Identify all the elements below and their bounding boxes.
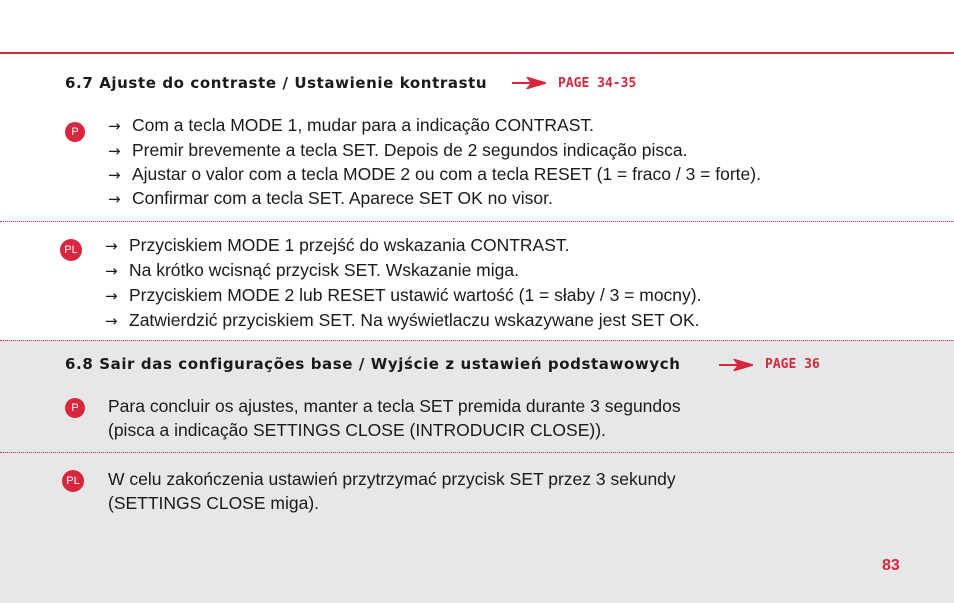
arrow-bullet-icon: → xyxy=(108,142,121,160)
arrow-bullet-icon: → xyxy=(105,312,118,330)
arrow-bullet-icon: → xyxy=(108,190,121,208)
page-ref-34-35: PAGE 34-35 xyxy=(558,76,637,91)
top-rule xyxy=(0,52,954,54)
dotted-divider xyxy=(0,452,954,453)
pl-step-1: → Przyciskiem MODE 1 przejść do wskazania CONTRAST. xyxy=(105,235,570,255)
section-title-6-7: 6.7 Ajuste do contraste / Ustawienie kontrastu xyxy=(65,74,488,92)
arrow-bullet-icon: → xyxy=(108,117,121,135)
page-number: 83 xyxy=(882,557,900,574)
arrow-bullet-icon: → xyxy=(105,237,118,255)
red-arrow-icon xyxy=(719,359,753,371)
p-step-1: → Com a tecla MODE 1, mudar para a indicação CONTRAST. xyxy=(108,115,594,135)
pl-step-4: → Zatwierdzić przyciskiem SET. Na wyświetlaczu wskazywane jest SET OK. xyxy=(105,310,700,330)
lang-badge-pl: PL xyxy=(62,470,84,492)
lang-badge-p: P xyxy=(65,122,85,142)
lang-badge-p: P xyxy=(65,398,85,418)
dotted-divider xyxy=(0,340,954,341)
p-step-2: → Premir brevemente a tecla SET. Depois de 2 segundos indicação pisca. xyxy=(108,140,688,160)
p-step-3: → Ajustar o valor com a tecla MODE 2 ou com a tecla RESET (1 = fraco / 3 = forte). xyxy=(108,164,761,184)
arrow-bullet-icon: → xyxy=(105,262,118,280)
pl-step-3: → Przyciskiem MODE 2 lub RESET ustawić wartość (1 = słaby / 3 = mocny). xyxy=(105,285,702,305)
p-step-4: → Confirmar com a tecla SET. Aparece SET OK no visor. xyxy=(108,188,553,208)
red-arrow-icon xyxy=(512,77,546,89)
page-ref-36: PAGE 36 xyxy=(765,357,820,372)
arrow-bullet-icon: → xyxy=(105,287,118,305)
p-close-text: Para concluir os ajustes, manter a tecla SET premida durante 3 segundos (pisca a indicação SETTINGS CLOSE (INTRODUCIR CLOSE)). xyxy=(108,396,681,440)
section-title-6-8: 6.8 Sair das configurações base / Wyjście z ustawień podstawowych xyxy=(65,355,681,373)
lang-badge-pl: PL xyxy=(60,239,82,261)
dotted-divider xyxy=(0,221,954,222)
pl-step-2: → Na krótko wcisnąć przycisk SET. Wskazanie miga. xyxy=(105,260,519,280)
pl-close-text: W celu zakończenia ustawień przytrzymać przycisk SET przez 3 sekundy (SETTINGS CLOSE miga). xyxy=(108,469,676,513)
arrow-bullet-icon: → xyxy=(108,166,121,184)
